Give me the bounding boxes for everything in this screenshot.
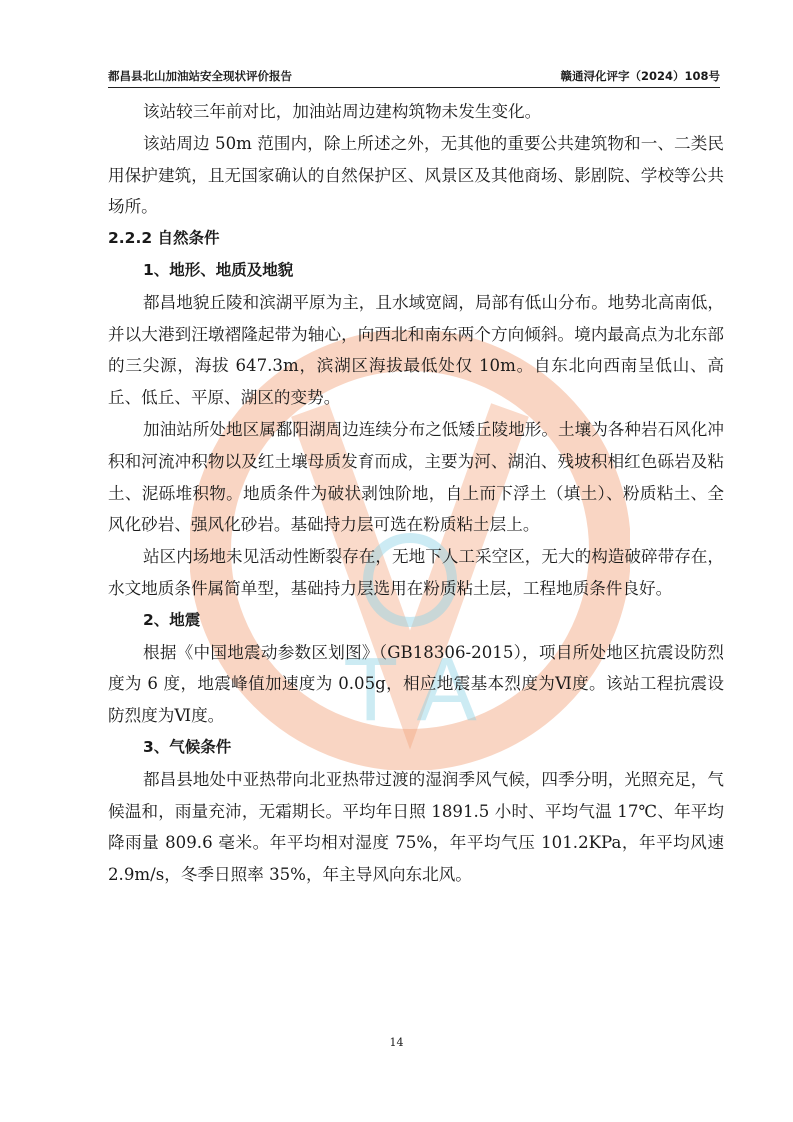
paragraph-earthquake: 根据《中国地震动参数区划图》（GB18306-2015），项目所处地区抗震设防烈度为 6 度，地震峰值加速度为 0.05g，相应地震基本烈度为Ⅵ度。该站工程抗震设防烈度为Ⅵ度。 <box>108 642 724 726</box>
paragraph-comparison: 该站较三年前对比，加油站周边建构筑物未发生变化。 <box>143 102 542 121</box>
section-heading-natural-conditions: 2.2.2 自然条件 <box>108 229 220 248</box>
paragraph-landform: 都昌地貌丘陵和滨湖平原为主，且水域宽阔，局部有低山分布。地势北高南低，并以大港到汪墩褶隆起带为轴心，向西北和南东两个方向倾斜。境内最高点为北东部的三尖源，海拔 647.3m，滨湖区海拔最低处仅 10m。自东北向西南呈低山、高丘、低丘、平原、湖区的变势。 <box>108 292 724 408</box>
paragraph-site-geology: 站区内场地未见活动性断裂存在，无地下人工采空区，无大的构造破碎带存在，水文地质条件属简单型，基础持力层选用在粉质粘土层，工程地质条件良好。 <box>108 547 724 598</box>
page-number: 14 <box>389 1036 404 1049</box>
watermark-letters: T A <box>343 640 477 740</box>
paragraph-geology: 加油站所处地区属鄱阳湖周边连续分布之低矮丘陵地形。土壤为各种岩石风化冲积和河流冲积物以及红土壤母质发育而成，主要为河、湖泊、残坡积相红色砾岩及粘土、泥砾堆积物。地质条件为破状剥蚀阶地，自上而下浮土（填土）、粉质粘土、全风化砂岩、强风化砂岩。基础持力层可选在粉质粘土层上。 <box>108 419 724 535</box>
paragraph-climate: 都昌县地处中亚热带向北亚热带过渡的湿润季风气候，四季分明，光照充足，气候温和，雨量充沛，无霜期长。平均年日照 1891.5 小时、平均气温 17℃、年平均降雨量 809.6 毫米。年平均相对湿度 75%，年平均气压 101.2KPa，年平均风速 2.9m/s，冬季日照率 35%，年主导风向东北风。 <box>108 769 724 885</box>
header-report-title: 都昌县北山加油站安全现状评价报告 <box>108 69 292 83</box>
subheading-terrain: 1、地形、地质及地貌 <box>143 260 294 279</box>
header-report-number: 赣通浔化评字（2024）108号 <box>560 69 720 83</box>
paragraph-surroundings: 该站周边 50m 范围内，除上所述之外，无其他的重要公共建筑物和一、二类民用保护建筑，且无国家确认的自然保护区、风景区及其他商场、影剧院、学校等公共场所。 <box>108 133 724 217</box>
page-header <box>108 66 720 86</box>
subheading-climate: 3、气候条件 <box>143 737 232 756</box>
header-divider <box>108 87 720 88</box>
subheading-earthquake: 2、地震 <box>143 610 201 629</box>
document-body <box>108 96 724 891</box>
